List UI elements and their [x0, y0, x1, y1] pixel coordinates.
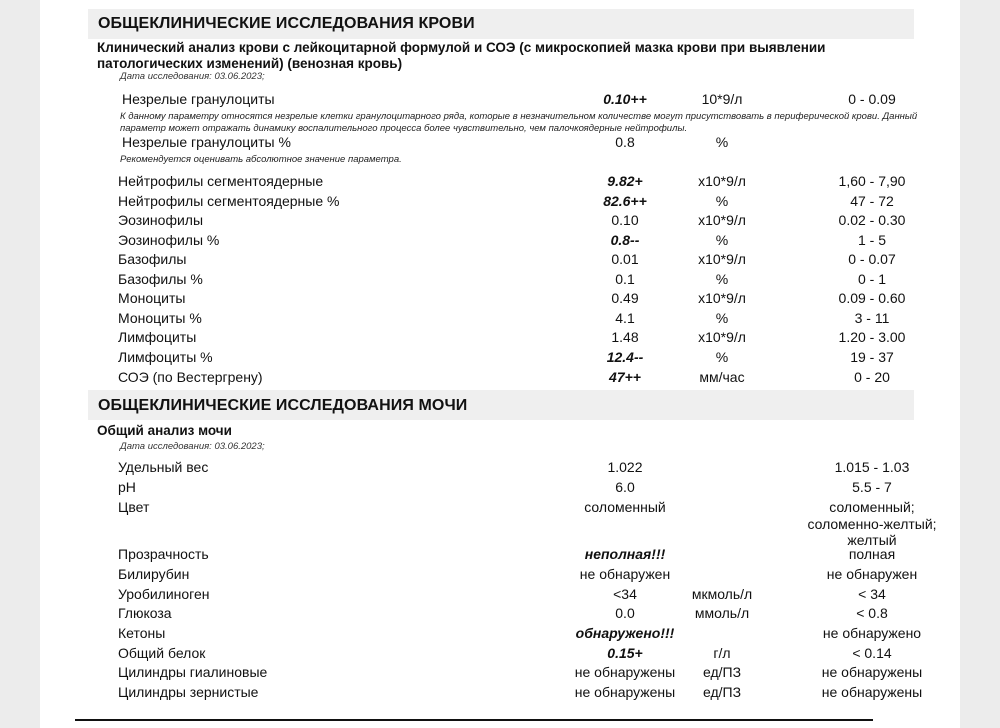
result-row — [0, 328, 960, 347]
row-value: 4.1 — [615, 309, 635, 326]
row-unit: мкмоль/л — [691, 585, 753, 602]
row-reference-line-2: соломенно-желтый; — [807, 516, 937, 532]
row-unit: % — [715, 348, 729, 365]
row-value: 47++ — [609, 368, 641, 385]
row-name: Прозрачность — [118, 546, 209, 562]
row-value: 0.1 — [615, 270, 635, 287]
row-name: Общий белок — [118, 644, 206, 661]
row-name: Уробилиноген — [118, 585, 210, 602]
result-row — [0, 172, 960, 191]
result-row — [0, 368, 960, 387]
row-name: Глюкоза — [118, 605, 172, 621]
row-value: 0.49 — [611, 290, 639, 306]
row-name: Цвет — [118, 499, 150, 515]
result-row-immature-granulocytes-pct — [0, 133, 960, 152]
row-reference: не обнаружены — [821, 664, 923, 680]
row-name: Незрелые гранулоциты — [122, 91, 275, 107]
row-reference-line-1: соломенный; — [829, 499, 915, 515]
bottom-divider — [75, 719, 873, 721]
result-row — [0, 231, 960, 250]
row-unit: г/л — [713, 644, 731, 661]
row-name: Лимфоциты — [118, 329, 197, 345]
immature-granulocytes-note: К данному параметру относятся незрелые клетки гранулоцитарного ряда, которые в незначительном количестве могут присутствовать в периферической крови. Данный параметр может отражать динамику воспалительного процесса более чувствительно, чем палочкоядерные нейтрофилы. — [120, 111, 918, 134]
row-value: 6.0 — [615, 479, 635, 495]
row-value: 1.022 — [607, 459, 643, 475]
row-unit: х10*9/л — [698, 173, 746, 189]
result-row — [0, 683, 960, 702]
row-value: обнаружено!!! — [575, 625, 675, 641]
result-row-color — [0, 498, 960, 548]
row-reference: 19 - 37 — [850, 348, 894, 365]
row-name: Лимфоциты % — [118, 348, 213, 365]
row-reference: 0 - 0.09 — [848, 91, 896, 107]
result-row — [0, 270, 960, 289]
row-value: 0.15+ — [607, 644, 643, 661]
urine-test-title: Общий анализ мочи — [97, 423, 232, 438]
row-unit: ммоль/л — [694, 605, 750, 621]
result-row — [0, 309, 960, 328]
row-reference: полная — [848, 546, 896, 562]
row-value: 1.48 — [611, 329, 639, 345]
row-value: соломенный — [584, 499, 666, 515]
row-value: 0.10++ — [603, 91, 647, 107]
row-value: не обнаружены — [574, 664, 676, 680]
row-unit: ед/ПЗ — [702, 664, 742, 680]
row-unit: % — [715, 192, 729, 209]
row-name: Нейтрофилы сегментоядерные — [118, 173, 324, 189]
row-unit: ед/ПЗ — [702, 683, 742, 700]
row-name: Эозинофилы % — [118, 231, 220, 248]
row-reference: 0 - 1 — [857, 270, 886, 287]
row-value: 0.8-- — [610, 231, 640, 248]
row-reference: не обнаружен — [826, 566, 918, 582]
result-row — [0, 585, 960, 604]
row-reference: не обнаружены — [821, 683, 923, 700]
row-value: 12.4-- — [606, 348, 644, 365]
row-name: Базофилы % — [118, 270, 203, 287]
row-value: <34 — [613, 585, 637, 602]
blood-test-title: Клинический анализ крови с лейкоцитарной формулой и СОЭ (с микроскопией мазка крови при выявлении патологических изменений) (венозная кровь) — [97, 40, 826, 71]
result-row — [0, 663, 960, 682]
row-reference: 1.20 - 3.00 — [838, 329, 906, 345]
row-reference: 1.015 - 1.03 — [834, 459, 910, 475]
row-value: 0.8 — [615, 134, 635, 150]
row-reference: 1,60 - 7,90 — [838, 173, 906, 189]
result-row — [0, 644, 960, 663]
result-row — [0, 604, 960, 623]
row-value: не обнаружены — [574, 683, 676, 700]
row-name: Удельный вес — [118, 459, 209, 475]
row-value: 0.01 — [611, 251, 639, 267]
result-row — [0, 289, 960, 308]
row-unit: мм/час — [699, 368, 745, 385]
row-reference: 1 - 5 — [857, 231, 886, 248]
row-reference: 0.09 - 0.60 — [838, 290, 906, 306]
row-unit: % — [715, 309, 729, 326]
result-row — [0, 545, 960, 564]
urine-section-title: ОБЩЕКЛИНИЧЕСКИЕ ИССЛЕДОВАНИЯ МОЧИ — [98, 397, 468, 414]
row-name: Незрелые гранулоциты % — [122, 134, 291, 150]
result-row — [0, 624, 960, 643]
row-name: Базофилы — [118, 251, 187, 267]
row-name: Моноциты % — [118, 309, 202, 326]
row-name: Нейтрофилы сегментоядерные % — [118, 192, 340, 209]
row-unit: % — [715, 231, 729, 248]
row-name: Цилиндры зернистые — [118, 683, 259, 700]
row-reference: 0 - 0.07 — [848, 251, 896, 267]
row-value: 0.0 — [615, 605, 635, 621]
row-value: неполная!!! — [584, 546, 666, 562]
row-reference: < 0.8 — [856, 605, 888, 621]
row-value: не обнаружен — [579, 566, 671, 582]
row-unit: х10*9/л — [698, 251, 746, 267]
row-name: Моноциты — [118, 290, 186, 306]
row-reference: не обнаружено — [822, 625, 922, 641]
result-row — [0, 458, 960, 477]
result-row-immature-granulocytes — [0, 90, 960, 109]
row-reference-line-3: желтый — [847, 532, 897, 548]
row-unit: х10*9/л — [698, 329, 746, 345]
row-name: pH — [118, 479, 136, 495]
immature-granulocytes-pct-note: Рекомендуется оценивать абсолютное значение параметра. — [120, 154, 402, 165]
result-row — [0, 565, 960, 584]
row-unit: х10*9/л — [698, 290, 746, 306]
row-reference: < 34 — [858, 585, 886, 602]
row-unit: 10*9/л — [701, 91, 743, 107]
row-unit: % — [715, 270, 729, 287]
blood-section-title: ОБЩЕКЛИНИЧЕСКИЕ ИССЛЕДОВАНИЯ КРОВИ — [98, 15, 475, 32]
result-row — [0, 478, 960, 497]
row-value: 0.10 — [611, 212, 639, 228]
result-row — [0, 192, 960, 211]
result-row — [0, 348, 960, 367]
row-reference: 0 - 20 — [854, 368, 890, 385]
row-name: Кетоны — [118, 625, 166, 641]
row-reference: 47 - 72 — [850, 192, 894, 209]
row-reference: 0.02 - 0.30 — [838, 212, 906, 228]
row-name: Цилиндры гиалиновые — [118, 664, 268, 680]
row-unit: х10*9/л — [698, 212, 746, 228]
row-unit: % — [715, 134, 729, 150]
result-row — [0, 250, 960, 269]
row-reference: 5.5 - 7 — [852, 479, 892, 495]
row-name: СОЭ (по Вестергрену) — [118, 368, 263, 385]
row-name: Эозинофилы — [118, 212, 204, 228]
row-reference: 3 - 11 — [854, 309, 890, 326]
row-value: 82.6++ — [603, 192, 647, 209]
result-row — [0, 211, 960, 230]
row-reference: < 0.14 — [852, 644, 892, 661]
urine-test-date: Дата исследования: 03.06.2023; — [120, 441, 265, 452]
blood-test-date: Дата исследования: 03.06.2023; — [120, 71, 265, 82]
row-value: 9.82+ — [607, 173, 643, 189]
row-name: Билирубин — [118, 566, 190, 582]
